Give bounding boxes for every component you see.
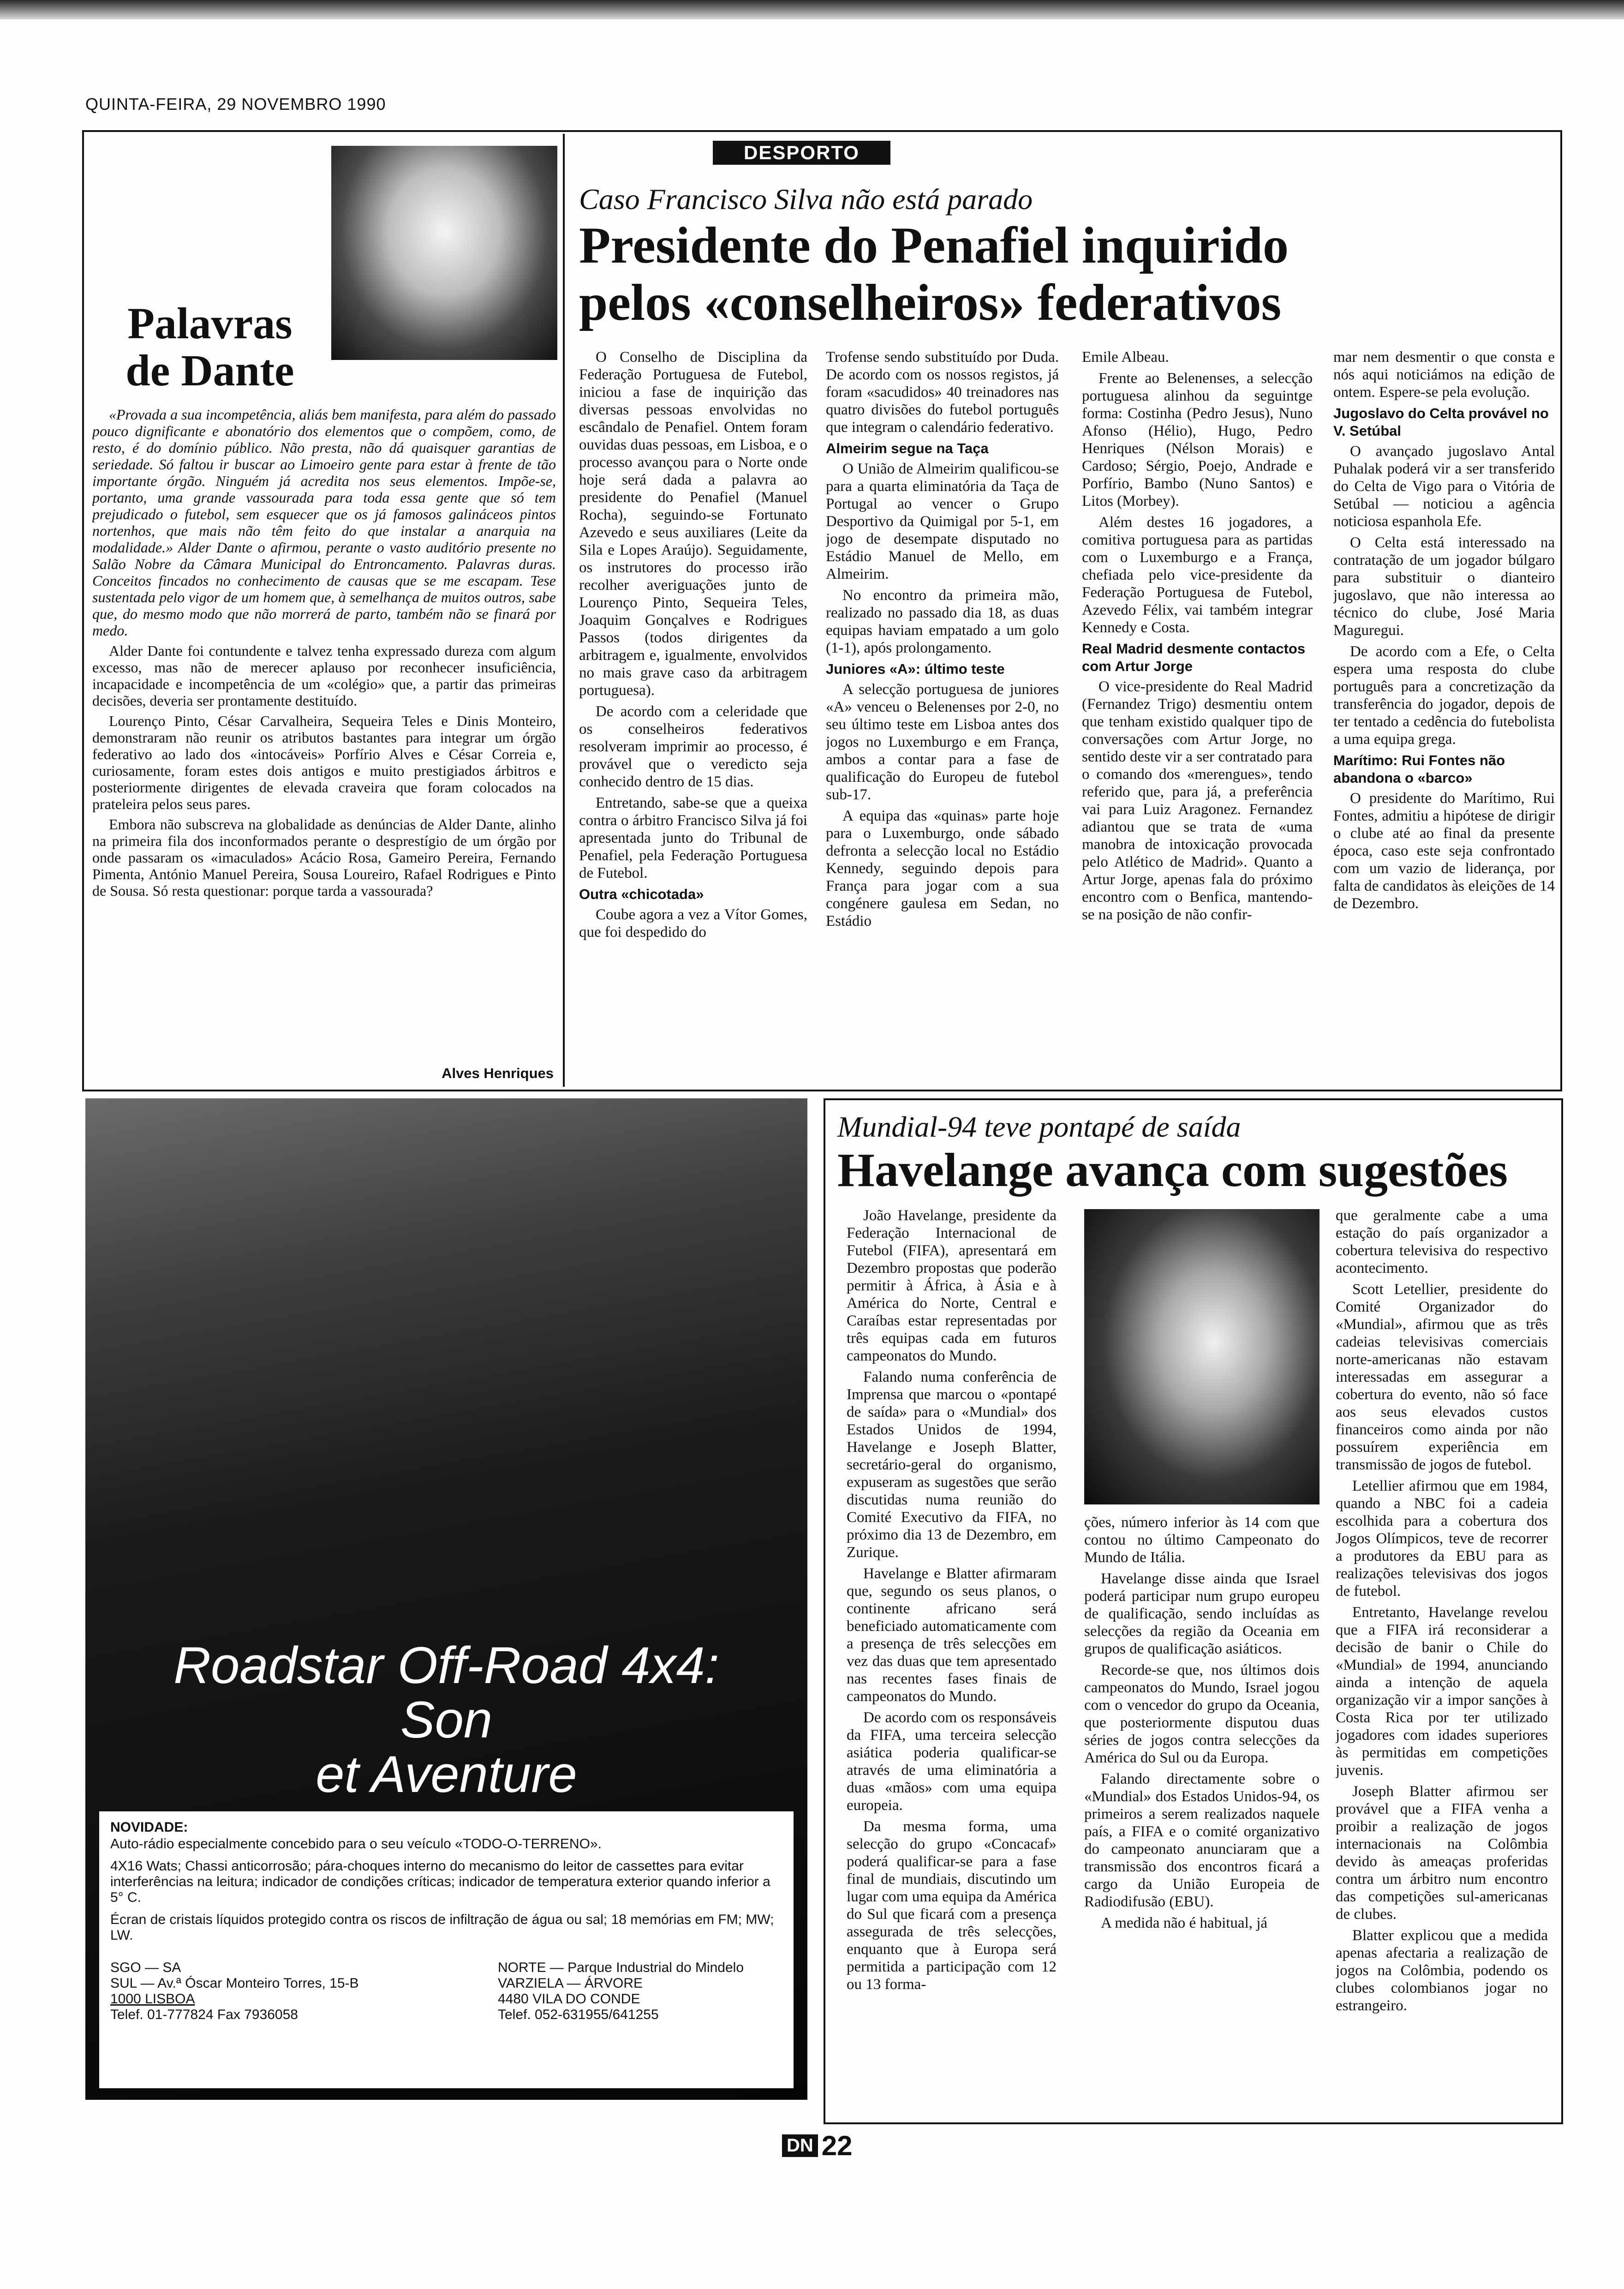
- penafiel-paragraph: Trofense sendo substituído por Duda. De acordo com os nossos registos, já foram «sacudidos» 40 treinadores nas quatro divisões do futebol português que integram o calendário federativo.: [826, 349, 1059, 436]
- penafiel-paragraph: O vice-presidente do Real Madrid (Fernandez Trigo) desmentiu ontem que tenham existido qualquer tipo de conversações com Artur Jorge, no sentido deste vir a ser contratado para o comando dos «merengues», tendo referido que, para já, a preferência vai para Luiz Aragonez. Fernandez adiantou que se trata de «uma manobra de intoxicação provocada pelo Atlético de Madrid». Quanto a Artur Jorge, apenas fala do próximo encontro com o Benfica, mantendo-se na posição de não confir-: [1082, 678, 1313, 923]
- penafiel-paragraph: A selecção portuguesa de juniores «A» venceu o Belenenses por 2-0, no seu último teste em Lisboa antes dos jogos no Luxemburgo e em França, ambos a contar para a fase de qualificação do Europeu de futebol sub-17.: [826, 681, 1059, 803]
- penafiel-paragraph: Entretando, sabe-se que a queixa contra o árbitro Francisco Silva já foi apresentada junto do Tribunal de Penafiel, pela Federação Portuguesa de Futebol.: [579, 795, 807, 881]
- penafiel-subhead: Almeirim segue na Taça: [826, 440, 989, 456]
- havelange-paragraph: que geralmente cabe a uma estação do país organizador a cobertura televisiva do respectivo acontecimento.: [1336, 1207, 1548, 1276]
- dante-paragraph: Lourenço Pinto, César Carvalheira, Sequeira Teles e Dinis Monteiro, demonstraram não reunir os atributos bastantes para integrar um órgão federativo ao lado dos «intocáveis» Porfírio Alves e César Correia e, curiosamente, foram estes dois antigos e muito prestigiados árbitros e posteriormente dirigentes de elevada craveira que foram colocados na prateleira pelos seus pares.: [92, 713, 556, 812]
- penafiel-paragraph: O Celta está interessado na contratação de um jogador búlgaro para substituir o dianteiro jugoslavo, que não interessa ao técnico do clube, José Maria Maguregui.: [1333, 534, 1555, 639]
- dateline: QUINTA-FEIRA, 29 NOVEMBRO 1990: [85, 95, 386, 114]
- penafiel-subhead: Real Madrid desmente contactos com Artur Jorge: [1082, 641, 1306, 674]
- ad-info-box: [99, 1811, 794, 2088]
- newspaper-logo: DN: [782, 2134, 818, 2157]
- dante-title-line1: Palavras: [127, 299, 293, 348]
- penafiel-col-3: [1082, 348, 1313, 1082]
- page-footer: [782, 2130, 853, 2162]
- ad-title-line3: et Aventure: [316, 1745, 577, 1803]
- ad-address-line: Telef. 052-631955/641255: [498, 2007, 659, 2022]
- ad-address-line: 4480 VILA DO CONDE: [498, 1991, 640, 2007]
- penafiel-headline-line1: Presidente do Penafiel inquirido: [579, 217, 1289, 274]
- ad-specs: 4X16 Wats; Chassi anticorrosão; pára-choques interno do mecanismo do leitor de cassettes para evitar interferências na leitura; indicador de condições críticas; indicador de temperatura exterior quando inferior a 5° C.: [110, 1858, 770, 1905]
- havelange-paragraph: Da mesma forma, uma selecção do grupo «Concacaf» poderá qualificar-se para a fase final de mundiais, discutindo um lugar com uma equipa da América do Sul que ficará com a presença assegurada de três selecções, enquanto que à Europa será permitida a participação com 12 ou 13 forma-: [847, 1818, 1057, 1993]
- column-divider: [563, 134, 565, 1087]
- dante-title: [92, 300, 328, 394]
- dante-column: [92, 406, 556, 1057]
- penafiel-headline-line2: pelos «conselheiros» federativos: [579, 274, 1282, 331]
- ad-address-north: [498, 1960, 744, 2023]
- penafiel-subhead: Outra «chicotada»: [579, 886, 704, 902]
- section-label: DESPORTO: [744, 142, 860, 163]
- penafiel-paragraph: mar nem desmentir o que consta e nós aqui noticiámos na edição de ontem. Espere-se pela evolução.: [1333, 349, 1555, 401]
- penafiel-col-1: [579, 348, 807, 1082]
- ad-address-line: VARZIELA — ÁRVORE: [498, 1976, 643, 1991]
- havelange-kicker: Mundial-94 teve pontapé de saída: [837, 1110, 1241, 1143]
- havelange-portrait-photo: [1084, 1209, 1320, 1504]
- havelange-paragraph: Recorde-se que, nos últimos dois campeonatos do Mundo, Israel jogou com o vencedor do grupo da Oceania, que posteriormente disputou duas séries de jogos contra selecções da América do Sul ou da Europa.: [1084, 1662, 1320, 1766]
- penafiel-paragraph: O avançado jugoslavo Antal Puhalak poderá vir a ser transferido do Celta de Vigo para o Vitória de Setúbal — noticiou a agência noticiosa espanhola Efe.: [1333, 443, 1555, 530]
- havelange-paragraph: Joseph Blatter afirmou ser provável que a FIFA venha a proibir a realização de jogos internacionais na Colômbia devido às ameaças proferidas contra um árbitro num encontro das competições sul-americanas de clubes.: [1336, 1783, 1548, 1923]
- ad-specs: Écran de cristais líquidos protegido contra os riscos de infiltração de água ou sal; 18 memórias em FM; MW; LW.: [110, 1912, 774, 1943]
- ad-address-line: 1000 LISBOA: [110, 1991, 195, 2007]
- havelange-headline: Havelange avança com sugestões: [837, 1144, 1508, 1197]
- dante-paragraph: Alder Dante foi contundente e talvez tenha expressado dureza com algum excesso, mas não de merecer aplauso por reconhecer insuficiência, incapacidade e incompetência de um «colégio» que, a partir das primeiras decisões, deveria ser prontamente destituído.: [92, 642, 556, 709]
- dante-author: Alves Henriques: [442, 1065, 554, 1081]
- ad-address-line: NORTE — Parque Industrial do Mindelo: [498, 1960, 744, 1975]
- ad-novidade-label: NOVIDADE:: [110, 1820, 188, 1835]
- scan-top-edge: [0, 0, 1624, 19]
- havelange-paragraph: Havelange disse ainda que Israel poderá participar num grupo europeu de qualificação, sendo incluídas as selecções da região da Oceania em grupos de qualificação asiáticos.: [1084, 1570, 1320, 1657]
- dante-portrait-photo: [331, 146, 557, 360]
- ad-title: [85, 1638, 807, 1802]
- dante-paragraph: «Provada a sua incompetência, aliás bem manifesta, para além do passado pouco dignificante e abonatório dos elementos que o compõem, como, de resto, é do domínio público. Não presta, não dá quaisquer garantias de seriedade. Só faltou ir buscar ao Limoeiro gente para estar à frente de tão importante órgão. Ninguém já acredita nos seus elementos. Impõe-se, portanto, uma grande vassourada para toda essa gente que só tem prejudicado o futebol, sem esquecer que os já famosos galináceos pintos nortenhos, que mais não têm feito do que instalar a anarquia na modalidade.» Alder Dante o afirmou, perante o vasto auditório presente no Salão Nobre da Câmara Municipal do Entroncamento. Palavras duras. Conceitos fincados no conhecimento de causas que se me escapam. Tese sustentada pelo vigor de um homem que, à semelhança de muitos outros, sabe que, do mesmo modo que não morrerá de parto, também não se finará por medo.: [92, 406, 556, 639]
- penafiel-paragraph: A equipa das «quinas» parte hoje para o Luxemburgo, onde sábado defronta a selecção local no Estádio Kennedy, seguindo depois para França para jogar com a sua congénere gaulesa em Sedan, no Estádio: [826, 808, 1059, 929]
- havelange-paragraph: ções, número inferior às 14 com que contou no último Campeonato do Mundo de Itália.: [1084, 1514, 1320, 1566]
- havelange-paragraph: Blatter explicou que a medida apenas afectaria a realização de jogos na Colômbia, podendo os clubes colombianos jogar no estrangeiro.: [1336, 1927, 1548, 2014]
- penafiel-paragraph: Frente ao Belenenses, a selecção portuguesa alinhou da seguintge forma: Costinha (Pedro Jesus), Nuno Afonso (Hélio), Hugo, Pedro Henriques (Nélson Morais) e Cardoso; Sérgio, Poejo, Andrade e Porfírio, Bambo (Nuno Santos) e Litos (Morbey).: [1082, 370, 1313, 509]
- havelange-paragraph: Entretanto, Havelange revelou que a FIFA irá reconsiderar a decisão de banir o Chile do «Mundial» de 1994, anunciando ainda a intenção de aquela organização vir a impor sanções à Costa Rica por ter utilizado jogadores com idades superiores às permitidas em competições juvenis.: [1336, 1604, 1548, 1779]
- havelange-paragraph: João Havelange, presidente da Federação Internacional de Futebol (FIFA), apresentará em Dezembro propostas que poderão permitir à África, à Ásia e à América do Norte, Central e Caraíbas estar representadas por três equipas cada em futuros campeonatos do Mundo.: [847, 1207, 1057, 1364]
- penafiel-subhead: Juniores «A»: último teste: [826, 661, 1005, 677]
- havelange-paragraph: De acordo com os responsáveis da FIFA, uma terceira selecção asiática poderia qualificar-se através de uma eliminatória a duas «mãos» com uma equipa europeia.: [847, 1709, 1057, 1814]
- penafiel-subhead: Jugoslavo do Celta provável no V. Setúbal: [1333, 405, 1549, 439]
- penafiel-paragraph: O Conselho de Disciplina da Federação Portuguesa de Futebol, iniciou a fase de inquirição das diversas pessoas envolvidas no escândalo de Penafiel. Ontem foram ouvidas duas pessoas, em Lisboa, e o processo avançou para o Norte onde hoje será dada a palavra ao presidente do Penafiel (Manuel Rocha), seguindo-se Fortunato Azevedo e seus auxiliares (Leite da Sila e Lopes Araújo). Seguidamente, os instrutores do processo irão recolher averiguações junto de Lourenço Pinto, Sequeira Teles, Joaquim Gonçalves e Rodrigues Passos (todos dirigentes da arbitragem e, igualmente, envolvidos no mais grave caso da arbitragem portuguesa).: [579, 349, 807, 699]
- dante-title-line2: de Dante: [125, 346, 294, 395]
- page-number: 22: [821, 2130, 853, 2161]
- penafiel-paragraph: De acordo com a Efe, o Celta espera uma resposta do clube português para a concretização da transferência do jogador, depois de ter tentado a cedência do futebolista a uma equipa grega.: [1333, 643, 1555, 748]
- ad-title-line2: Son: [400, 1691, 493, 1749]
- penafiel-col-4: [1333, 348, 1555, 1082]
- penafiel-paragraph: Além destes 16 jogadores, a comitiva portuguesa para as partidas com o Luxemburgo e a França, chefiada pelo vice-presidente da Federação Portuguesa de Futebol, Azevedo Félix, vai também integrar Kennedy e Costa.: [1082, 514, 1313, 636]
- penafiel-paragraph: O presidente do Marítimo, Rui Fontes, admitiu a hipótese de dirigir o clube até ao final da presente época, caso este seja confrontado com um vazio de liderança, por falta de candidatos às eleições de 14 de Dezembro.: [1333, 790, 1555, 912]
- havelange-paragraph: Falando directamente sobre o «Mundial» dos Estados Unidos-94, os primeiros a serem realizados naquele país, a FIFA e o comité organizativo do campeonato anunciaram que a transmissão dos encontros ficará a cargo da União Europeia de Radiodifusão (EBU).: [1084, 1771, 1320, 1910]
- penafiel-kicker: Caso Francisco Silva não está parado: [579, 183, 1033, 216]
- ad-addresses: [110, 1960, 782, 2023]
- penafiel-paragraph: O União de Almeirim qualificou-se para a quarta eliminatória da Taça de Portugal ao vencer o Grupo Desportivo da Quimigal por 5-1, em jogo de desempate disputado no Estádio Manuel de Mello, em Almeirim.: [826, 461, 1059, 582]
- havelange-paragraph: A medida não é habitual, já: [1101, 1915, 1268, 1931]
- penafiel-headline: [579, 217, 1552, 331]
- ad-address-line: Telef. 01-777824 Fax 7936058: [110, 2007, 298, 2022]
- penafiel-paragraph: De acordo com a celeridade que os conselheiros federativos resolveram imprimir ao processo, é provável que o veredicto seja conhecido dentro de 15 dias.: [579, 703, 807, 790]
- penafiel-subhead: Marítimo: Rui Fontes não abandona o «barco»: [1333, 752, 1505, 786]
- havelange-col-1: [847, 1207, 1057, 2109]
- penafiel-paragraph: Coube agora a vez a Vítor Gomes, que foi despedido do: [579, 906, 807, 941]
- penafiel-paragraph: No encontro da primeira mão, realizado no passado dia 18, as duas equipas haviam empatado a um golo (1-1), após prolongamento.: [826, 587, 1059, 656]
- havelange-paragraph: Scott Letellier, presidente do Comité Organizador do «Mundial», afirmou que as três cadeias televisivas comerciais norte-americanas não estavam interessadas em assegurar a cobertura do evento, não só face aos seus elevados custos financeiros como ainda por não possuírem experiência em transmissão de jogos de futebol.: [1336, 1281, 1548, 1473]
- ad-novidade-text: Auto-rádio especialmente concebido para o seu veículo «TODO-O-TERRENO».: [110, 1836, 602, 1852]
- havelange-paragraph: Falando numa conferência de Imprensa que marcou o «pontapé de saída» para o «Mundial» dos Estados Unidos de 1994, Havelange e Joseph Blatter, secretário-geral do organismo, expuseram as sugestões que serão discutidas numa reunião do Comité Executivo da FIFA, no próximo dia 13 de Dezembro, em Zurique.: [847, 1369, 1057, 1561]
- havelange-col-3: [1336, 1207, 1548, 2109]
- ad-title-line1: Roadstar Off-Road 4x4:: [173, 1636, 719, 1694]
- ad-address-south: [110, 1960, 479, 2023]
- ad-address-line: SUL — Av.ª Óscar Monteiro Torres, 15-B: [110, 1976, 359, 1991]
- roadstar-advertisement: [85, 1098, 807, 2100]
- havelange-col-2: [1084, 1514, 1320, 2109]
- dante-paragraph: Embora não subscreva na globalidade as denúncias de Alder Dante, alinho na primeira fila dos inconformados perante o desprestígio de um órgão por onde passaram os «imaculados» Acácio Rosa, Gameiro Pereira, Fernando Pimenta, António Manuel Pereira, Sousa Loureiro, Rafael Rodrigues e Pinto de Sousa. Só resta questionar: porque tarda a vassourada?: [92, 816, 556, 899]
- penafiel-col-2: [826, 348, 1059, 1082]
- havelange-paragraph: Havelange e Blatter afirmaram que, segundo os seus planos, o continente africano será beneficiado automaticamente com a presença de três selecções em vez das duas que tem apresentado nas recentes fases finais de campeonatos do Mundo.: [847, 1565, 1057, 1705]
- ad-address-line: SGO — SA: [110, 1960, 181, 1975]
- penafiel-paragraph: Emile Albeau.: [1082, 349, 1169, 366]
- havelange-paragraph: Letellier afirmou que em 1984, quando a NBC foi a cadeia escolhida para a cobertura dos Jogos Olímpicos, teve de recorrer a produtores da EBU para as realizações televisivas dos jogos de futebol.: [1336, 1478, 1548, 1600]
